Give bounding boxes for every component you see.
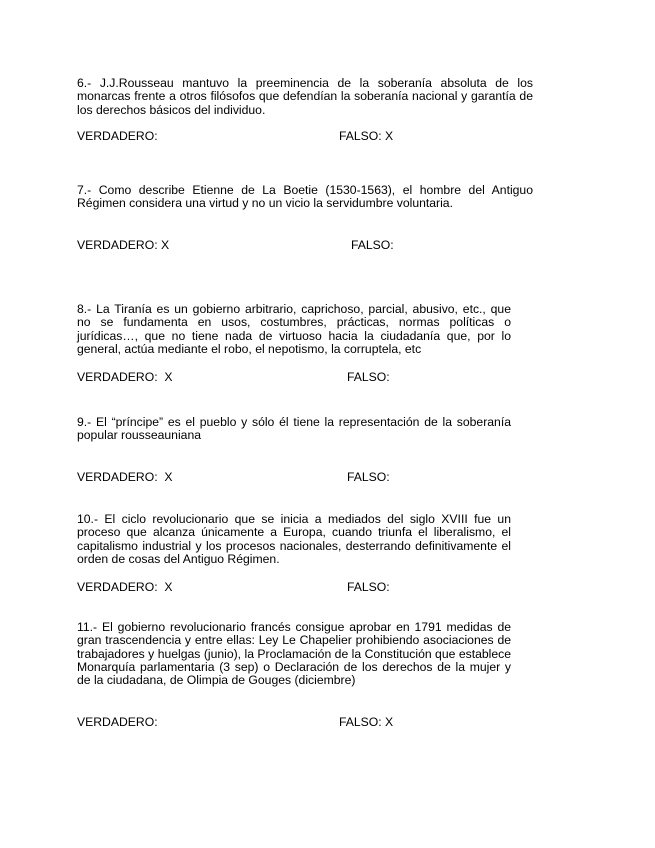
question-9-text: 9.- El “príncipe” es el pueblo y sólo él tiene la representación de la soberanía popular rousseauniana bbox=[77, 415, 511, 443]
question-9-false-label: FALSO: bbox=[347, 470, 390, 484]
question-8-text: 8.- La Tiranía es un gobierno arbitrario, caprichoso, parcial, abusivo, etc., que no se fundamenta en usos, costumbres, prácticas, normas políticas o jurídicas…, que no tiene nada de virtuoso hacia la ciudadanía que, por lo general, actúa mediante el robo, el nepotismo, la corruptela, etc bbox=[77, 302, 511, 356]
question-11-text: 11.- El gobierno revolucionario francés consigue aprobar en 1791 medidas de gran trascendencia y entre ellas: Ley Le Chapelier prohibiendo asociaciones de trabajadores y huelgas (junio), la Proclamación de la Constitución que establece Monarquía parlamentaria (3 sep) o Declaración de los derechos de la mujer y de la ciudadana, de Olimpia de Gouges (diciembre) bbox=[77, 620, 511, 688]
question-7-false-label: FALSO: bbox=[351, 238, 394, 252]
question-10-false-label: FALSO: bbox=[347, 580, 390, 594]
question-10-text: 10.- El ciclo revolucionario que se inicia a mediados del siglo XVIII fue un proceso que alcanza únicamente a Europa, cuando triunfa el liberalismo, el capitalismo industrial y los procesos nacionales, desterrando definitivamente el orden de cosas del Antiguo Régimen. bbox=[77, 512, 511, 566]
question-7-true-label: VERDADERO: X bbox=[77, 238, 170, 252]
question-7-text: 7.- Como describe Etienne de La Boetie (1530-1563), el hombre del Antiguo Régimen considera una virtud y no un vicio la servidumbre voluntaria. bbox=[77, 183, 533, 211]
question-10-true-label: VERDADERO: X bbox=[77, 580, 173, 594]
question-6-false-label: FALSO: X bbox=[339, 129, 394, 143]
question-8-true-label: VERDADERO: X bbox=[77, 370, 173, 384]
question-11-false-label: FALSO: X bbox=[339, 715, 394, 729]
question-6-text: 6.- J.J.Rousseau mantuvo la preeminencia de la soberanía absoluta de los monarcas frente a otros filósofos que defendían la soberanía nacional y garantía de los derechos básicos del individuo. bbox=[77, 76, 533, 117]
question-6-true-label: VERDADERO: bbox=[77, 129, 158, 143]
question-9-true-label: VERDADERO: X bbox=[77, 470, 173, 484]
question-11-true-label: VERDADERO: bbox=[77, 715, 158, 729]
question-8-false-label: FALSO: bbox=[347, 370, 390, 384]
